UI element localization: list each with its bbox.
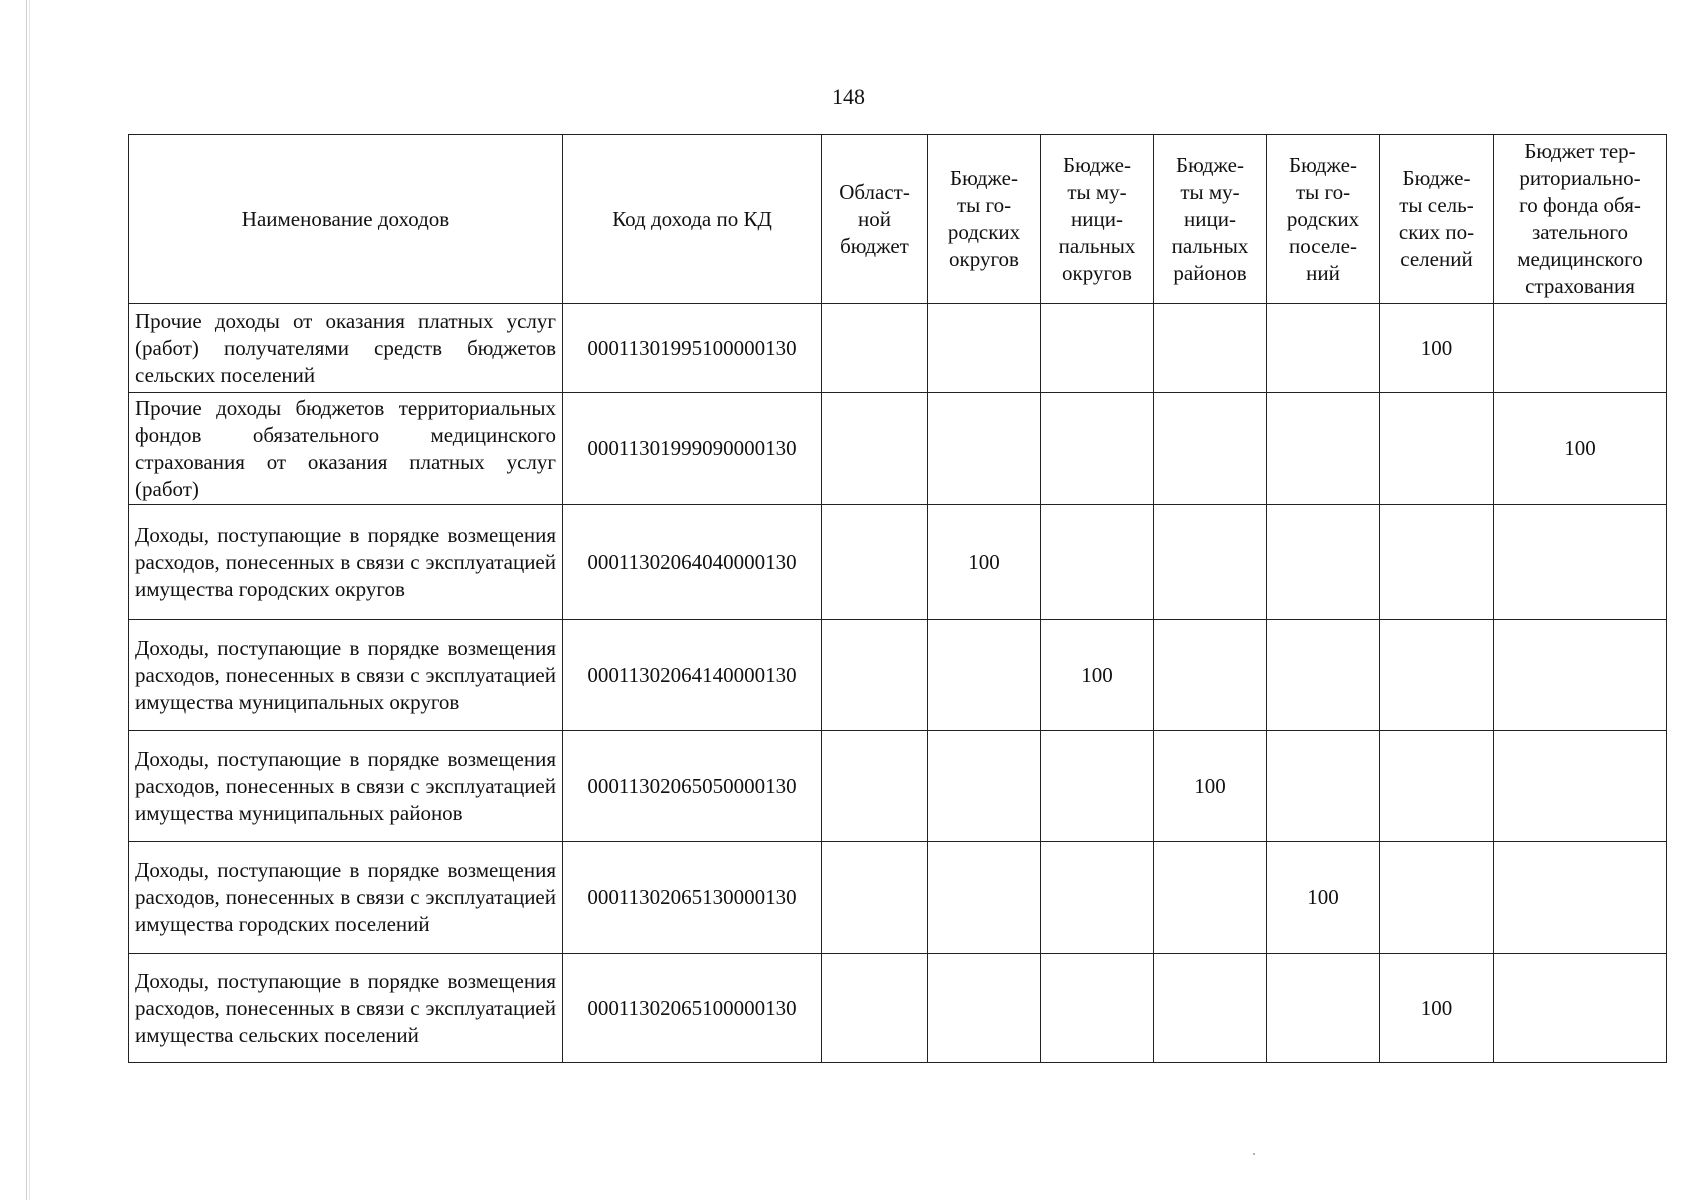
percent-cell [1154, 842, 1267, 954]
percent-cell [1380, 620, 1494, 731]
column-header-line: Код дохода по КД [612, 206, 772, 231]
table-row [129, 304, 1667, 393]
column-header-line: зательного [1532, 220, 1628, 244]
percent-cell [1041, 304, 1154, 393]
column-header-line: ници- [1184, 206, 1236, 231]
column-header-4 [1041, 135, 1154, 304]
percent-cell [1380, 393, 1494, 505]
percent-cell: 100 [1041, 620, 1154, 731]
revenue-code-cell: 00011302065100000130 [563, 954, 822, 1063]
column-header-line: Бюдже- [950, 166, 1018, 190]
revenue-name-cell: Доходы, поступающие в порядке возмещения расходов, понесенных в связи с эксплуатацией имущества муниципальных районов [129, 731, 563, 842]
column-header-line: страхования [1525, 274, 1635, 298]
column-header-line: медицинского [1517, 247, 1643, 271]
column-header-line: ний [1306, 260, 1340, 285]
percent-cell [1380, 842, 1494, 954]
revenue-name-cell: Доходы, поступающие в порядке возмещения расходов, понесенных в связи с эксплуатацией имущества сельских поселений [129, 954, 563, 1063]
percent-cell [1267, 304, 1380, 393]
revenue-code-cell: 00011302065050000130 [563, 731, 822, 842]
table-row [129, 731, 1667, 842]
percent-cell [1267, 505, 1380, 620]
percent-cell [822, 393, 928, 505]
column-header-line: ты му- [1180, 179, 1240, 204]
percent-cell [1380, 731, 1494, 842]
column-header-line: риториально- [1519, 166, 1641, 190]
percent-cell [1494, 304, 1667, 393]
percent-cell: 100 [928, 505, 1041, 620]
percent-cell [1494, 954, 1667, 1063]
percent-cell [1494, 731, 1667, 842]
percent-cell [1494, 842, 1667, 954]
percent-cell [928, 304, 1041, 393]
scan-speck [1253, 1153, 1255, 1155]
column-header-line: Бюдже- [1176, 152, 1244, 177]
table-row [129, 620, 1667, 731]
percent-cell [1380, 505, 1494, 620]
revenue-name-cell: Прочие доходы бюджетов территориальных фондов обязательного медицинского страхования от оказания платных услуг (работ) [129, 393, 563, 505]
percent-cell [1041, 842, 1154, 954]
column-header-line: Бюдже- [1063, 152, 1131, 177]
revenue-name-cell: Прочие доходы от оказания платных услуг (работ) получателями средств бюджетов сельских поселений [129, 304, 563, 393]
column-header-line: родских [1286, 206, 1360, 231]
column-header-line: ских по- [1398, 220, 1475, 244]
scan-margin-line [26, 0, 27, 1200]
column-header-line: ты го- [956, 193, 1012, 217]
percent-cell: 100 [1267, 842, 1380, 954]
revenue-name-cell: Доходы, поступающие в порядке возмещения расходов, понесенных в связи с эксплуатацией имущества муниципальных округов [129, 620, 563, 731]
percent-cell [822, 304, 928, 393]
percent-cell [1154, 954, 1267, 1063]
column-header-line: пальных [1171, 233, 1249, 258]
percent-cell [1154, 620, 1267, 731]
column-header-0 [129, 135, 563, 304]
revenue-code-cell: 00011302064140000130 [563, 620, 822, 731]
column-header-line: пальных [1058, 233, 1136, 258]
column-header-line: го фонда обя- [1519, 193, 1641, 217]
percent-cell: 100 [1380, 954, 1494, 1063]
column-header-line: ты сель- [1399, 193, 1474, 217]
percent-cell [1494, 505, 1667, 620]
percent-cell [1041, 731, 1154, 842]
percent-cell [822, 954, 928, 1063]
percent-cell [822, 620, 928, 731]
percent-cell [1494, 620, 1667, 731]
column-header-2 [822, 135, 928, 304]
revenue-name-cell: Доходы, поступающие в порядке возмещения расходов, понесенных в связи с эксплуатацией имущества городских округов [129, 505, 563, 620]
revenue-code-cell: 00011301999090000130 [563, 393, 822, 505]
percent-cell [1267, 393, 1380, 505]
revenue-code-cell: 00011302065130000130 [563, 842, 822, 954]
percent-cell [1154, 393, 1267, 505]
column-header-line: Бюджет тер- [1524, 139, 1636, 163]
page-number: 148 [832, 84, 865, 109]
percent-cell [928, 620, 1041, 731]
column-header-5 [1154, 135, 1267, 304]
percent-cell [928, 954, 1041, 1063]
column-header-line: поселе- [1289, 233, 1357, 258]
column-header-line: ты го- [1295, 179, 1351, 204]
column-header-3 [928, 135, 1041, 304]
column-header-line: округов [949, 247, 1019, 271]
revenue-table [128, 134, 1667, 1063]
column-header-line: Бюдже- [1289, 152, 1357, 177]
column-header-7 [1380, 135, 1494, 304]
percent-cell [928, 842, 1041, 954]
percent-cell: 100 [1494, 393, 1667, 505]
percent-cell [1267, 731, 1380, 842]
percent-cell [928, 393, 1041, 505]
revenue-code-cell: 00011301995100000130 [563, 304, 822, 393]
percent-cell [1041, 954, 1154, 1063]
column-header-6 [1267, 135, 1380, 304]
column-header-line: родских [947, 220, 1021, 244]
column-header-line: округов [1062, 260, 1132, 285]
table-row [129, 505, 1667, 620]
percent-cell [928, 731, 1041, 842]
percent-cell [1267, 620, 1380, 731]
column-header-line: ты му- [1067, 179, 1127, 204]
column-header-1 [563, 135, 822, 304]
percent-cell [1041, 505, 1154, 620]
percent-cell [1154, 304, 1267, 393]
table-header-row [129, 135, 1667, 304]
column-header-line: ной [858, 206, 891, 231]
revenue-name-cell: Доходы, поступающие в порядке возмещения расходов, понесенных в связи с эксплуатацией имущества городских поселений [129, 842, 563, 954]
percent-cell: 100 [1154, 731, 1267, 842]
table-row [129, 842, 1667, 954]
column-header-8 [1494, 135, 1667, 304]
table-row [129, 954, 1667, 1063]
column-header-line: Наименование доходов [241, 206, 450, 231]
percent-cell [1267, 954, 1380, 1063]
percent-cell [822, 842, 928, 954]
percent-cell [822, 505, 928, 620]
column-header-line: селений [1400, 247, 1473, 271]
percent-cell [1154, 505, 1267, 620]
column-header-line: районов [1173, 260, 1247, 285]
column-header-line: ници- [1071, 206, 1123, 231]
percent-cell: 100 [1380, 304, 1494, 393]
percent-cell [1041, 393, 1154, 505]
scan-margin-line-faint [29, 0, 30, 1200]
column-header-line: Бюдже- [1402, 166, 1471, 190]
column-header-line: бюджет [840, 233, 909, 258]
percent-cell [822, 731, 928, 842]
table-row [129, 393, 1667, 505]
revenue-code-cell: 00011302064040000130 [563, 505, 822, 620]
column-header-line: Област- [839, 179, 910, 204]
